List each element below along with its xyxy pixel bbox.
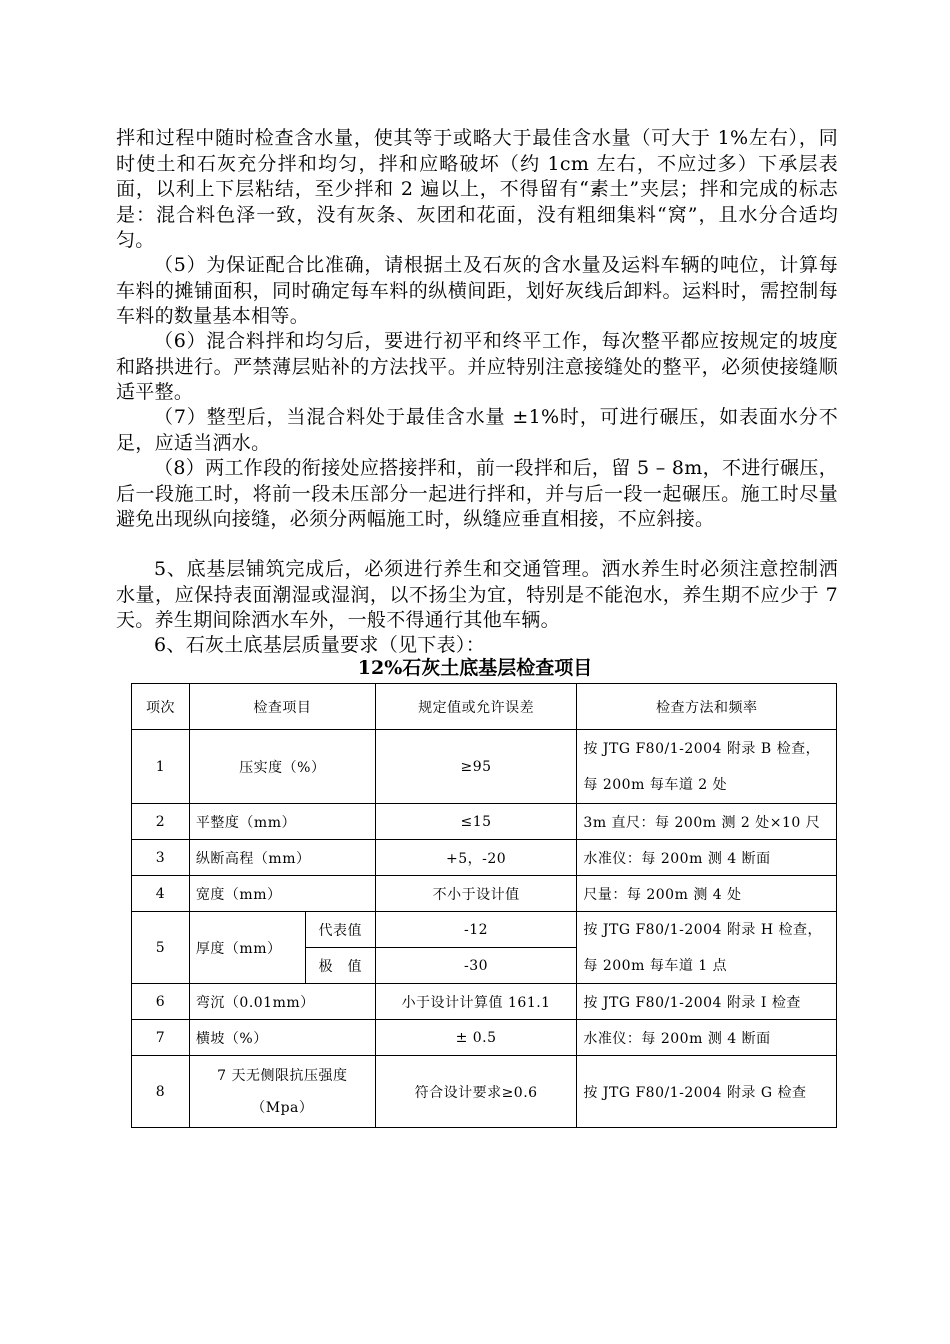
row-method: 水准仪：每 200m 测 4 断面: [577, 1020, 837, 1056]
row-item: 宽度（mm）: [189, 876, 375, 912]
table-header-row: [132, 684, 837, 730]
row-subitem: 代表值: [305, 912, 375, 948]
row-no: 5: [132, 912, 190, 984]
row-no: 8: [132, 1056, 190, 1128]
row-item: 横坡（%）: [189, 1020, 375, 1056]
paragraph-5: （5）为保证配合比准确，请根据土及石灰的含水量及运料车辆的吨位，计算每车料的摊铺面积，同时确定每车料的纵横间距，划好灰线后卸料。运料时，需控制每车料的数量基本相等。: [116, 254, 838, 327]
paragraph-7: （7）整型后，当混合料处于最佳含水量 ±1%时，可进行碾压，如表面水分不足，应适当洒水。: [116, 406, 838, 454]
method-line-1: 按 JTG F80/1-2004 附录 B 检查，: [583, 740, 821, 757]
table-row: [132, 1056, 837, 1128]
row-value: 符合设计要求≥0.6: [375, 1056, 577, 1128]
row-item: [189, 1056, 375, 1128]
row-subitem: 极 值: [305, 948, 375, 984]
row-value: ≤15: [375, 804, 577, 840]
row-no: 4: [132, 876, 190, 912]
row-value: +5，-20: [375, 840, 577, 876]
row-item: 平整度（mm）: [189, 804, 375, 840]
row-method: [577, 730, 837, 804]
inspection-table: [131, 683, 837, 1128]
row-no: 2: [132, 804, 190, 840]
header-method: 检查方法和频率: [577, 684, 837, 730]
row-method: 尺量：每 200m 测 4 处: [577, 876, 837, 912]
table-row: [132, 912, 837, 948]
paragraph-quality: 6、石灰土底基层质量要求（见下表）：: [154, 634, 485, 656]
paragraph-8: （8）两工作段的衔接处应搭接拌和，前一段拌和后，留 5 – 8m，不进行碾压，后一段施工时，将前一段未压部分一起进行拌和，并与后一段一起碾压。施工时尽量避免出现纵向接缝，必须分两幅施工时，纵缝应垂直相接，不应斜接。: [116, 457, 838, 530]
row-item: 弯沉（0.01mm）: [189, 984, 375, 1020]
row-item: 压实度（%）: [189, 730, 375, 804]
table-row: [132, 876, 837, 912]
row-method: 按 JTG F80/1-2004 附录 I 检查: [577, 984, 837, 1020]
method-line-1: 按 JTG F80/1-2004 附录 H 检查，: [583, 921, 823, 938]
method-line-2: 每 200m 每车道 2 处: [583, 776, 728, 793]
item-line-1: 7 天无侧限抗压强度: [217, 1067, 348, 1084]
method-line-2: 每 200m 每车道 1 点: [583, 957, 728, 974]
paragraph-mixing: 拌和过程中随时检查含水量，使其等于或略大于最佳含水量（可大于 1%左右），同时使土和石灰充分拌和均匀，拌和应略破坏（约 1cm 左右，不应过多）下承层表面，以利上下层粘结，至少拌和 2 遍以上，不得留有“素土”夹层；拌和完成的标志是：混合料色泽一致，没有灰条、灰团和花面，没有粗细集料“窝”，且水分合适均匀。: [116, 127, 838, 251]
row-value: 不小于设计值: [375, 876, 577, 912]
row-item: 纵断高程（mm）: [189, 840, 375, 876]
row-method: [577, 912, 837, 984]
item-line-2: （Mpa）: [251, 1099, 314, 1116]
table-row: [132, 730, 837, 804]
paragraph-curing: 5、底基层铺筑完成后，必须进行养生和交通管理。洒水养生时必须注意控制洒水量，应保持表面潮湿或湿润，以不扬尘为宜，特别是不能泡水，养生期不应少于 7 天。养生期间除洒水车外，一般不得通行其他车辆。: [116, 558, 838, 631]
table-row: [132, 1020, 837, 1056]
row-value: 小于设计计算值 161.1: [375, 984, 577, 1020]
paragraph-6: （6）混合料拌和均匀后，要进行初平和终平工作，每次整平都应按规定的坡度和路拱进行。严禁薄层贴补的方法找平。并应特别注意接缝处的整平，必须使接缝顺适平整。: [116, 330, 838, 403]
row-no: 6: [132, 984, 190, 1020]
row-value: -12: [375, 912, 577, 948]
row-method: 按 JTG F80/1-2004 附录 G 检查: [577, 1056, 837, 1128]
table-row: [132, 840, 837, 876]
row-value: ± 0.5: [375, 1020, 577, 1056]
row-no: 3: [132, 840, 190, 876]
row-no: 1: [132, 730, 190, 804]
row-method: 水准仪：每 200m 测 4 断面: [577, 840, 837, 876]
row-item: 厚度（mm）: [189, 912, 305, 984]
table-row: [132, 984, 837, 1020]
header-no: 项次: [132, 684, 190, 730]
header-item: 检查项目: [189, 684, 375, 730]
table-title: 12%石灰土底基层检查项目: [357, 657, 593, 679]
row-no: 7: [132, 1020, 190, 1056]
table-row: [132, 804, 837, 840]
header-value: 规定值或允许误差: [375, 684, 577, 730]
row-value: ≥95: [375, 730, 577, 804]
row-value: -30: [375, 948, 577, 984]
row-method: 3m 直尺：每 200m 测 2 处×10 尺: [577, 804, 837, 840]
